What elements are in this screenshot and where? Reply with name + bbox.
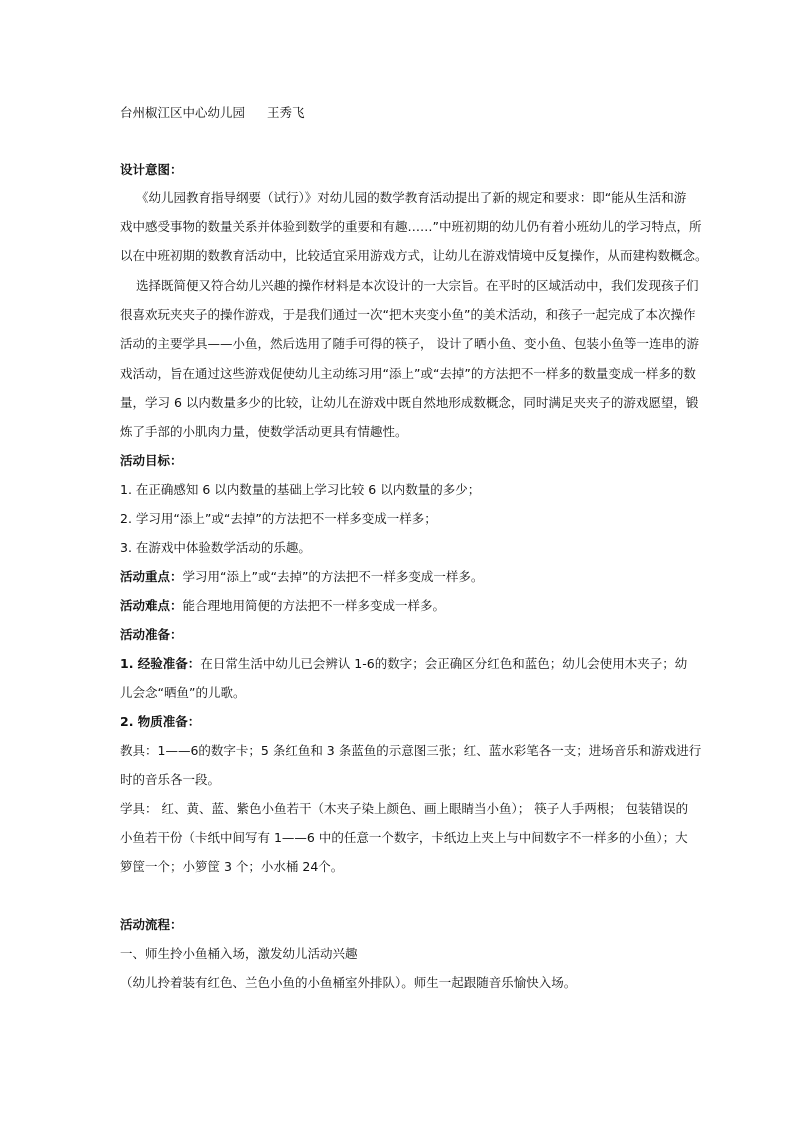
- goal-item-3: 3. 在游戏中体验数学活动的乐趣。: [120, 540, 311, 555]
- process-heading: 活动流程：: [120, 917, 183, 932]
- experience-text-1: 在日常生活中幼儿已会辨认 1-6的数字；会正确区分红色和蓝色；幼儿会使用木夹子；幼: [200, 656, 688, 671]
- design-line-6: 活动的主要学具——小鱼，然后选用了随手可得的筷子， 设计了晒小鱼、变小鱼、包装小鱼等一连串的游: [120, 336, 699, 351]
- header-line: [120, 105, 680, 121]
- experience-line-2: 儿会念“晒鱼”的儿歌。: [120, 685, 246, 700]
- design-line-3: 以在中班初期的数教育活动中，比较适宜采用游戏方式，让幼儿在游戏情境中反复操作，从而建构数概念。: [120, 248, 708, 263]
- goals-heading: 活动目标：: [120, 453, 183, 468]
- design-line-5: 很喜欢玩夹夹子的操作游戏，于是我们通过一次“把木夹变小鱼”的美术活动，和孩子一起完成了本次操作: [120, 307, 696, 322]
- design-line-8: 量，学习 6 以内数量多少的比较，让幼儿在游戏中既自然地形成数概念，同时满足夹夹子的游戏愿望，锻: [120, 395, 699, 410]
- material-label: 2. 物质准备：: [120, 714, 201, 729]
- design-line-4: 选择既简便又符合幼儿兴趣的操作材料是本次设计的一大宗旨。在平时的区域活动中，我们发现孩子们: [136, 278, 699, 293]
- difficulty-line: [120, 598, 680, 614]
- difficulty-label: 活动难点：: [120, 598, 183, 613]
- design-line-1: 《幼儿园教育指导纲要（试行）》对幼儿园的数学教育活动提出了新的规定和要求：即“能从生活和游: [136, 190, 687, 205]
- school-name: 台州椒江区中心幼儿园: [120, 105, 246, 120]
- experience-line-1: [120, 656, 688, 672]
- learning-aids-line-1: 学具： 红、黄、蓝、紫色小鱼若干（木夹子染上颜色、画上眼睛当小鱼）； 筷子人手两根； 包装错误的: [120, 801, 689, 816]
- teaching-aids-line-1: 教具：1——6的数字卡；5 条红鱼和 3 条蓝鱼的示意图三张；红、蓝水彩笔各一支；进场音乐和游戏进行: [120, 743, 702, 758]
- design-line-2: 戏中感受事物的数量关系并体验到数学的重要和有趣……”中班初期的幼儿仍有着小班幼儿的学习特点，所: [120, 219, 702, 234]
- key-point-line: [120, 569, 680, 585]
- design-line-9: 炼了手部的小肌肉力量，使数学活动更具有情趣性。: [120, 424, 408, 439]
- design-line-7: 戏活动，旨在通过这些游戏促使幼儿主动练习用“添上”或“去掉”的方法把不一样多的数量变成一样多的数: [120, 366, 696, 381]
- goal-item-2: 2. 学习用“添上”或“去掉”的方法把不一样多变成一样多；: [120, 511, 437, 526]
- key-point-text: 学习用“添上”或“去掉”的方法把不一样多变成一样多。: [182, 569, 484, 584]
- experience-label: 1. 经验准备：: [120, 656, 201, 671]
- key-point-label: 活动重点：: [120, 569, 183, 584]
- design-heading: 设计意图：: [120, 162, 183, 177]
- process-step-1: 一、师生拎小鱼桶入场，激发幼儿活动兴趣: [120, 946, 358, 961]
- learning-aids-line-2: 小鱼若干份（卡纸中间写有 1——6 中的任意一个数字，卡纸边上夹上与中间数字不一样多的小鱼）；大: [120, 830, 688, 845]
- process-step-1-note: （幼儿拎着装有红色、兰色小鱼的小鱼桶室外排队）。师生一起跟随音乐愉快入场。: [120, 975, 577, 990]
- learning-aids-line-3: 箩筐一个；小箩筐 3 个；小水桶 24个。: [120, 859, 344, 874]
- difficulty-text: 能合理地用简便的方法把不一样多变成一样多。: [182, 598, 446, 613]
- teaching-aids-line-2: 时的音乐各一段。: [120, 772, 221, 787]
- goal-item-1: 1. 在正确感知 6 以内数量的基础上学习比较 6 以内数量的多少；: [120, 482, 481, 497]
- preparation-heading: 活动准备：: [120, 627, 183, 642]
- author-name: 王秀飞: [267, 105, 305, 120]
